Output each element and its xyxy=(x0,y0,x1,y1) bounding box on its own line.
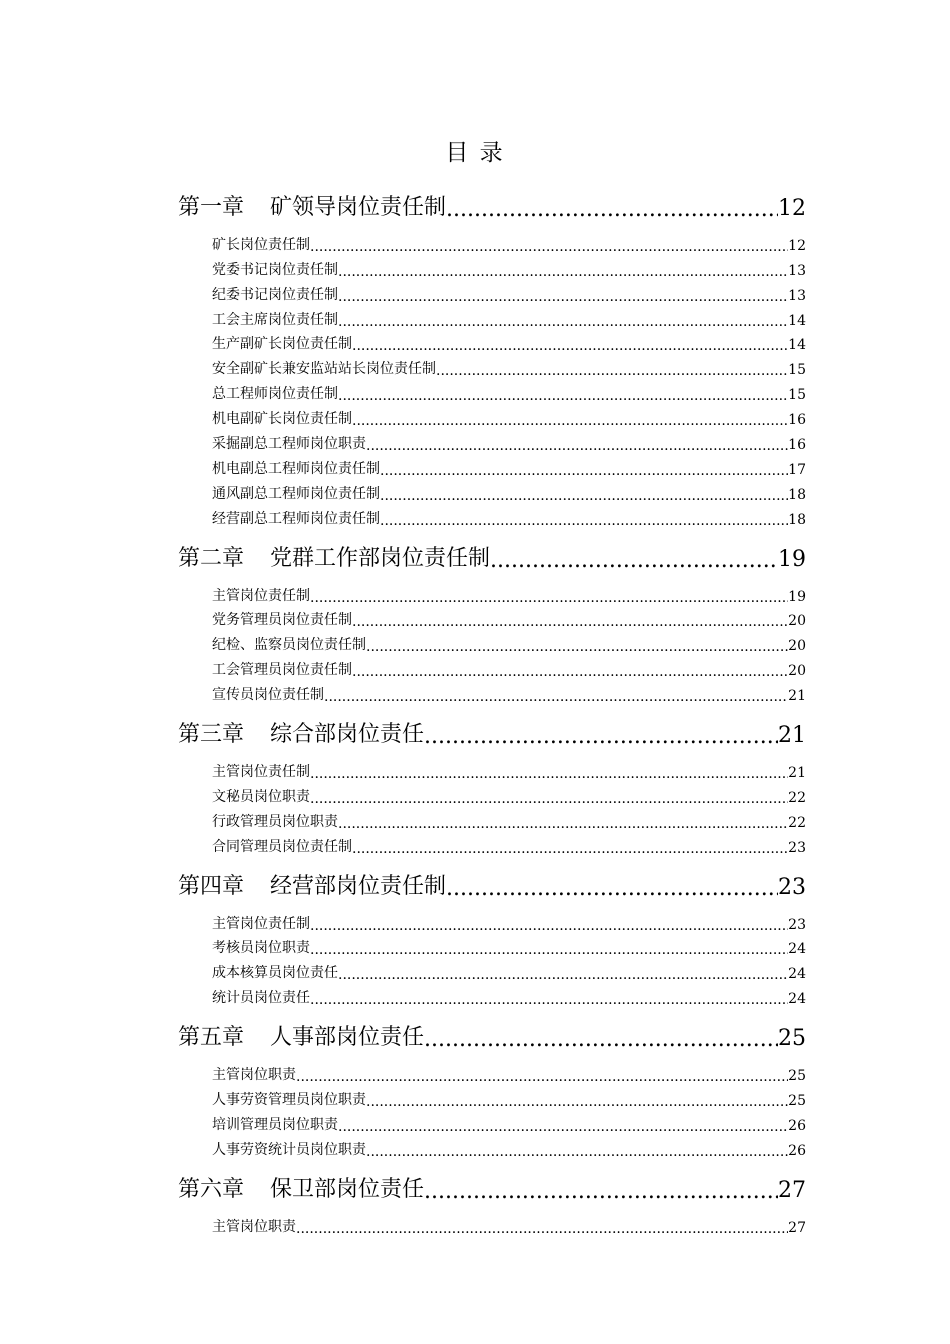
dot-leader xyxy=(310,792,788,806)
toc-entry[interactable] xyxy=(212,453,806,478)
chapter-page-number: 25 xyxy=(778,1026,806,1052)
dot-leader xyxy=(310,943,788,957)
dot-leader xyxy=(380,464,788,478)
dot-leader xyxy=(310,993,788,1007)
toc-entry[interactable] xyxy=(212,580,806,605)
entry-page-number: 12 xyxy=(788,237,806,254)
entry-page-number: 22 xyxy=(788,789,806,806)
toc-entry[interactable] xyxy=(212,329,806,354)
dot-leader xyxy=(296,1222,788,1236)
toc-entry[interactable] xyxy=(212,908,806,933)
entry-title: 通风副总工程师岗位责任制 xyxy=(212,485,380,502)
entry-title: 采掘副总工程师岗位职责 xyxy=(212,436,366,453)
chapter-spacer xyxy=(178,1236,806,1241)
entry-page-number: 20 xyxy=(788,638,806,655)
toc-title: 目 录 xyxy=(445,140,505,166)
dot-leader xyxy=(490,550,778,572)
dot-leader xyxy=(310,919,788,933)
chapter-spacer xyxy=(178,528,806,533)
toc-entry[interactable] xyxy=(212,229,806,254)
chapter-title: 保卫部岗位责任 xyxy=(270,1176,425,1202)
chapter-heading xyxy=(178,717,424,748)
dot-leader xyxy=(352,842,788,856)
entry-title: 行政管理员岗位职责 xyxy=(212,813,338,830)
entry-title: 安全副矿长兼安监站站长岗位责任制 xyxy=(212,361,436,378)
toc-entry[interactable] xyxy=(212,605,806,630)
entry-page-number: 20 xyxy=(788,663,806,680)
entry-title: 矿长岗位责任制 xyxy=(212,236,310,253)
entry-page-number: 13 xyxy=(788,287,806,304)
toc-entry[interactable] xyxy=(212,654,806,679)
chapter-number: 第一章 xyxy=(178,195,245,220)
entry-title: 宣传员岗位责任制 xyxy=(212,687,324,704)
toc-chapter[interactable] xyxy=(178,184,806,221)
entry-title: 总工程师岗位责任制 xyxy=(212,386,338,403)
entry-title: 考核员岗位职责 xyxy=(212,940,310,957)
entry-page-number: 21 xyxy=(788,688,806,705)
entry-page-number: 26 xyxy=(788,1117,806,1134)
entry-page-number: 17 xyxy=(788,461,806,478)
entry-page-number: 23 xyxy=(788,916,806,933)
dot-leader xyxy=(352,615,788,629)
dot-leader xyxy=(446,199,778,221)
entry-title: 成本核算员岗位责任 xyxy=(212,965,338,982)
dot-leader xyxy=(352,665,788,679)
entry-title: 主管岗位职责 xyxy=(212,1218,296,1235)
entry-title: 人事劳资管理员岗位职责 xyxy=(212,1092,366,1109)
chapter-number: 第六章 xyxy=(178,1176,245,1202)
chapter-spacer xyxy=(178,1159,806,1164)
dot-leader xyxy=(424,1029,778,1051)
dot-leader xyxy=(424,726,778,748)
entry-page-number: 19 xyxy=(788,588,806,605)
dot-leader xyxy=(338,290,788,304)
dot-leader xyxy=(338,315,788,329)
toc-entry[interactable] xyxy=(212,982,806,1007)
dot-leader xyxy=(338,389,788,403)
entry-page-number: 21 xyxy=(788,765,806,782)
toc-entry[interactable] xyxy=(212,1211,806,1236)
chapter-page-number: 19 xyxy=(778,546,806,572)
entry-title: 工会主席岗位责任制 xyxy=(212,311,338,328)
chapter-title: 人事部岗位责任 xyxy=(270,1025,425,1051)
entry-page-number: 14 xyxy=(788,337,806,354)
entry-page-number: 15 xyxy=(788,362,806,379)
entry-title: 主管岗位责任制 xyxy=(212,915,310,932)
dot-leader xyxy=(352,414,788,428)
toc-entry[interactable] xyxy=(212,428,806,453)
entry-page-number: 13 xyxy=(788,262,806,279)
toc-entry[interactable] xyxy=(212,478,806,503)
toc-chapter[interactable] xyxy=(178,535,806,572)
entry-page-number: 15 xyxy=(788,387,806,404)
toc-entry[interactable] xyxy=(212,254,806,279)
chapter-spacer xyxy=(178,1007,806,1012)
entry-title: 机电副矿长岗位责任制 xyxy=(212,411,352,428)
dot-leader xyxy=(310,240,788,254)
toc-entry[interactable] xyxy=(212,503,806,528)
entry-page-number: 24 xyxy=(788,941,806,958)
toc-chapter[interactable] xyxy=(178,711,806,748)
entry-title: 培训管理员岗位职责 xyxy=(212,1116,338,1133)
entry-page-number: 26 xyxy=(788,1142,806,1159)
entry-title: 经营副总工程师岗位责任制 xyxy=(212,510,380,527)
entry-page-number: 27 xyxy=(788,1219,806,1236)
entry-page-number: 25 xyxy=(788,1068,806,1085)
toc-entry[interactable] xyxy=(212,756,806,781)
dot-leader xyxy=(380,514,788,528)
toc-entry[interactable] xyxy=(212,781,806,806)
dot-leader xyxy=(446,878,778,900)
chapter-heading xyxy=(178,869,446,900)
chapter-title: 综合部岗位责任 xyxy=(270,722,425,748)
dot-leader xyxy=(338,265,788,279)
chapter-page-number: 27 xyxy=(778,1177,806,1203)
dot-leader xyxy=(338,817,788,831)
dot-leader xyxy=(366,439,788,453)
dot-leader xyxy=(296,1070,788,1084)
entry-page-number: 16 xyxy=(788,437,806,454)
toc-entry[interactable] xyxy=(212,806,806,831)
dot-leader xyxy=(310,767,788,781)
chapter-number: 第三章 xyxy=(178,722,245,748)
chapter-title: 经营部岗位责任制 xyxy=(270,873,447,899)
chapter-title: 党群工作部岗位责任制 xyxy=(270,545,491,571)
entry-title: 纪检、监察员岗位责任制 xyxy=(212,637,366,654)
chapter-heading xyxy=(178,1172,424,1203)
toc-entry[interactable] xyxy=(212,831,806,856)
dot-leader xyxy=(352,339,788,353)
chapter-number: 第五章 xyxy=(178,1025,245,1051)
dot-leader xyxy=(366,1145,788,1159)
dot-leader xyxy=(424,1181,778,1203)
chapter-page-number: 12 xyxy=(778,196,806,221)
dot-leader xyxy=(366,1095,788,1109)
toc-chapter[interactable] xyxy=(178,1166,806,1203)
entry-title: 统计员岗位责任 xyxy=(212,990,310,1007)
entry-title: 纪委书记岗位责任制 xyxy=(212,286,338,303)
toc-entry[interactable] xyxy=(212,1109,806,1134)
entry-title: 党委书记岗位责任制 xyxy=(212,261,338,278)
dot-leader xyxy=(366,640,788,654)
chapter-number: 第四章 xyxy=(178,873,245,899)
toc-entry[interactable] xyxy=(212,957,806,982)
dot-leader xyxy=(338,1120,788,1134)
toc-entry[interactable] xyxy=(212,304,806,329)
entry-title: 工会管理员岗位责任制 xyxy=(212,662,352,679)
toc-entry[interactable] xyxy=(212,1059,806,1084)
toc-entry[interactable] xyxy=(212,403,806,428)
entry-title: 主管岗位职责 xyxy=(212,1067,296,1084)
dot-leader xyxy=(380,489,788,503)
chapter-heading xyxy=(178,1020,424,1051)
entry-page-number: 25 xyxy=(788,1093,806,1110)
toc-entry[interactable] xyxy=(212,279,806,304)
dot-leader xyxy=(324,690,788,704)
entry-page-number: 16 xyxy=(788,412,806,429)
toc-entry[interactable] xyxy=(212,353,806,378)
toc-chapter[interactable] xyxy=(178,1014,806,1051)
dot-leader xyxy=(338,968,788,982)
chapter-page-number: 21 xyxy=(778,723,806,749)
entry-title: 生产副矿长岗位责任制 xyxy=(212,336,352,353)
entry-title: 主管岗位责任制 xyxy=(212,764,310,781)
dot-leader xyxy=(310,591,788,605)
entry-page-number: 14 xyxy=(788,312,806,329)
entry-page-number: 18 xyxy=(788,486,806,503)
entry-title: 合同管理员岗位责任制 xyxy=(212,838,352,855)
entry-page-number: 24 xyxy=(788,966,806,983)
entry-page-number: 22 xyxy=(788,814,806,831)
chapter-heading xyxy=(178,541,490,572)
entry-page-number: 18 xyxy=(788,511,806,528)
toc-entry[interactable] xyxy=(212,933,806,958)
entry-title: 党务管理员岗位责任制 xyxy=(212,612,352,629)
toc-entry[interactable] xyxy=(212,679,806,704)
chapter-title: 矿领导岗位责任制 xyxy=(270,195,447,220)
toc-entry[interactable] xyxy=(212,629,806,654)
chapter-spacer xyxy=(178,704,806,709)
toc-entry[interactable] xyxy=(212,1084,806,1109)
toc-entry[interactable] xyxy=(212,378,806,403)
dot-leader xyxy=(436,364,788,378)
table-of-contents xyxy=(178,182,806,1241)
entry-title: 人事劳资统计员岗位职责 xyxy=(212,1141,366,1158)
toc-chapter[interactable] xyxy=(178,863,806,900)
chapter-number: 第二章 xyxy=(178,545,245,571)
chapter-spacer xyxy=(178,856,806,861)
chapter-heading xyxy=(178,190,446,221)
entry-title: 机电副总工程师岗位责任制 xyxy=(212,460,380,477)
entry-title: 文秘员岗位职责 xyxy=(212,788,310,805)
entry-title: 主管岗位责任制 xyxy=(212,587,310,604)
entry-page-number: 24 xyxy=(788,991,806,1008)
entry-page-number: 23 xyxy=(788,839,806,856)
toc-entry[interactable] xyxy=(212,1134,806,1159)
chapter-page-number: 23 xyxy=(778,874,806,900)
entry-page-number: 20 xyxy=(788,613,806,630)
